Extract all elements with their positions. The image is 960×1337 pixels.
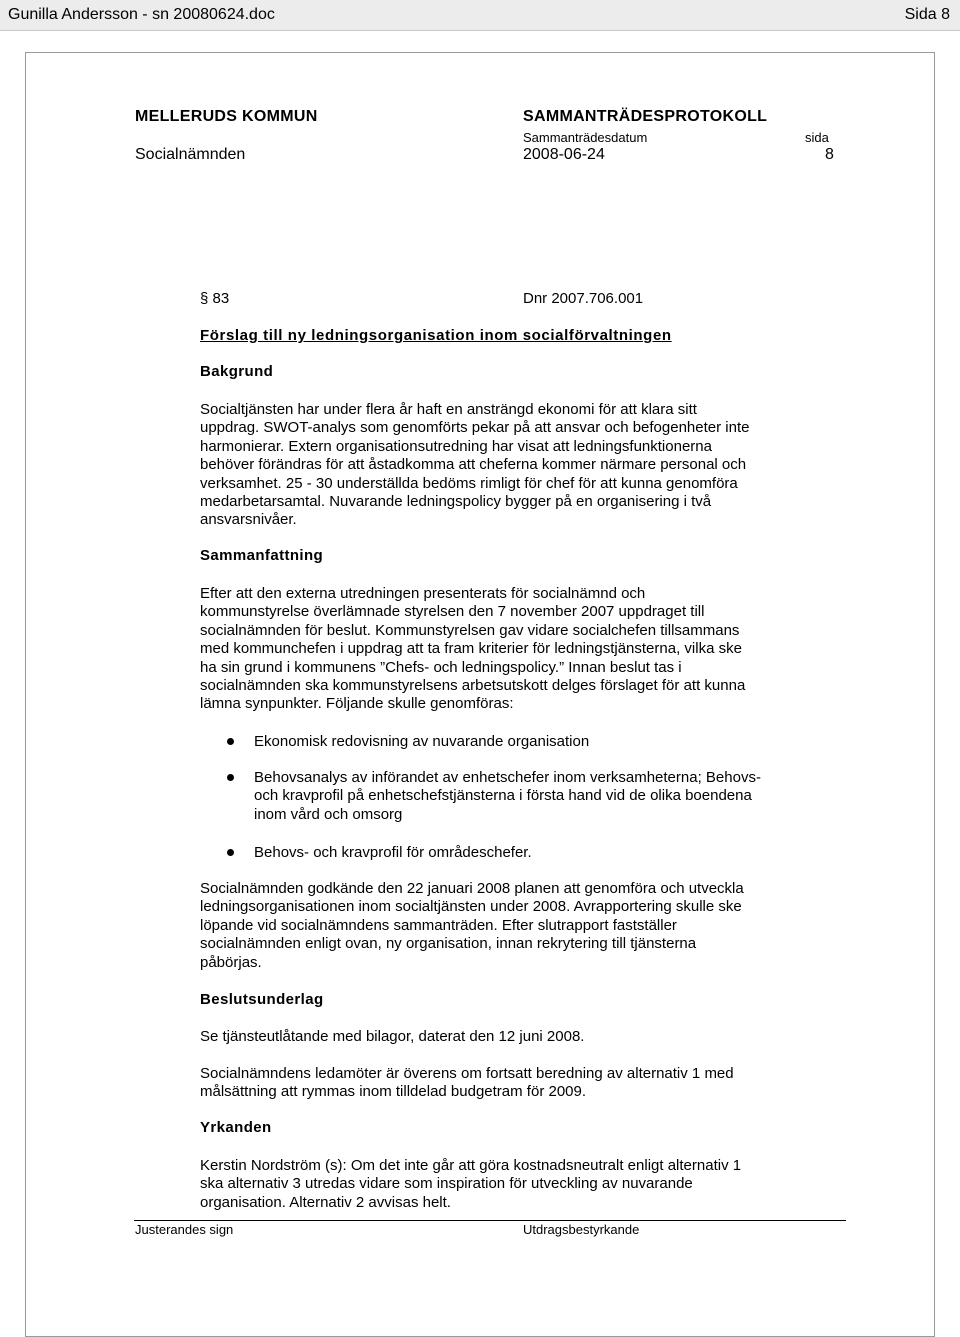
- text-line: socialnämnden ska kommunstyrelsens arbetsutskott delges förslaget för att kunna: [200, 677, 746, 695]
- text-line: Ekonomisk redovisning av nuvarande organisation: [254, 733, 590, 750]
- date-label: Sammanträdesdatum: [523, 130, 648, 145]
- text-line: uppdrag. SWOT-analys som genomförts pekar på att ansvar och befogenheter inte: [200, 419, 750, 437]
- text-line: med kommunchefen i uppdrag att ta fram kriterier för ledningstjänsterna, vilka ske: [200, 640, 742, 658]
- page-number: 8: [825, 146, 834, 163]
- committee-name: Socialnämnden: [135, 146, 246, 163]
- diary-number: Dnr 2007.706.001: [523, 290, 644, 307]
- paragraph-sammanfattning: [200, 585, 845, 714]
- page-label: sida: [805, 130, 829, 145]
- heading-sammanfattning: Sammanfattning: [200, 547, 324, 564]
- viewer-title-bar: [0, 0, 960, 31]
- text-line: ha sin grund i kommunens ”Chefs- och ledningspolicy.” Innan beslut tas i: [200, 658, 682, 676]
- text-line: Socialtjänsten har under flera år haft en ansträngd ekonomi för att klara sitt: [200, 401, 697, 418]
- text-line: harmonierar. Extern organisationsutredning har visat att ledningsfunktionerna: [200, 437, 712, 455]
- paragraph-agreement: [200, 1065, 845, 1102]
- meeting-date: 2008-06-24: [523, 146, 605, 163]
- bullet-icon: [227, 849, 234, 856]
- footer-divider: [134, 1220, 846, 1221]
- bullet-item: [254, 769, 854, 824]
- footer-utdragsbestyrkande: Utdragsbestyrkande: [523, 1222, 640, 1237]
- text-line: Behovsanalys av införandet av enhetschefer inom verksamheterna; Behovs-: [254, 769, 761, 786]
- heading-yrkanden: Yrkanden: [200, 1119, 272, 1136]
- text-line: Socialnämnden godkände den 22 januari 2008 planen att genomföra och utveckla: [200, 880, 744, 897]
- section-title: Förslag till ny ledningsorganisation inom socialförvaltningen: [200, 327, 672, 344]
- bullet-icon: [227, 738, 234, 745]
- text-line: löpande vid socialnämndens sammanträden. Efter slutrapport fastställer: [200, 916, 677, 934]
- text-line: ansvarsnivåer.: [200, 511, 297, 529]
- paragraph-bakgrund: [200, 401, 845, 530]
- text-line: Kerstin Nordström (s): Om det inte går att göra kostnadsneutralt enligt alternativ 1: [200, 1157, 742, 1174]
- bullet-item: [254, 844, 854, 862]
- text-line: Behovs- och kravprofil för områdeschefer.: [254, 844, 532, 861]
- text-line: medarbetarsamtal. Nuvarande ledningspolicy bygger på en organisering i två: [200, 493, 712, 511]
- text-line: socialnämnden enligt ovan, ny organisation, innan rekrytering till tjänsterna: [200, 935, 697, 953]
- heading-bakgrund: Bakgrund: [200, 363, 274, 380]
- text-line: Efter att den externa utredningen presenterats för socialnämnd och: [200, 585, 646, 602]
- bullet-item: [254, 733, 854, 751]
- doc-type: SAMMANTRÄDESPROTOKOLL: [523, 108, 768, 125]
- text-line: socialnämnden för beslut. Kommunstyrelsen gav vidare socialchefen tillsammans: [200, 621, 740, 639]
- text-line: behöver förändras för att åstadkomma att cheferna kommer närmare personal och: [200, 456, 747, 474]
- text-line: Socialnämndens ledamöter är överens om fortsatt beredning av alternativ 1 med: [200, 1065, 734, 1082]
- paragraph-reference: [200, 1028, 845, 1046]
- text-line: ledningsorganisationen inom socialtjänsten under 2008. Avrapportering skulle ske: [200, 898, 742, 916]
- heading-beslutsunderlag: Beslutsunderlag: [200, 991, 324, 1008]
- text-line: målsättning att rymmas inom tilldelad budgetram för 2009.: [200, 1083, 587, 1101]
- text-line: ska alternativ 3 utredas vidare som inspiration för utveckling av nuvarande: [200, 1175, 693, 1193]
- paragraph-yrkanden: [200, 1157, 845, 1212]
- text-line: kommunstyrelse överlämnade styrelsen den 7 november 2007 uppdraget till: [200, 603, 705, 621]
- text-line: verksamhet. 25 - 30 underställda bedöms rimligt för chef för att kunna genomföra: [200, 474, 738, 492]
- page-indicator: Sida 8: [904, 6, 950, 23]
- text-line: lämna synpunkter. Följande skulle genomföras:: [200, 695, 514, 713]
- text-line: Se tjänsteutlåtande med bilagor, daterat den 12 juni 2008.: [200, 1028, 585, 1045]
- text-line: och kravprofil på enhetschefstjänsterna i första hand vid de olika boendena: [254, 787, 752, 805]
- text-line: organisation. Alternativ 2 avvisas helt.: [200, 1193, 451, 1211]
- text-line: inom vård och omsorg: [254, 805, 403, 823]
- footer-justerandes-sign: Justerandes sign: [135, 1222, 234, 1237]
- text-line: påbörjas.: [200, 953, 262, 971]
- file-name: Gunilla Andersson - sn 20080624.doc: [8, 6, 275, 23]
- org-name: MELLERUDS KOMMUN: [135, 108, 318, 125]
- bullet-icon: [227, 774, 234, 781]
- paragraph-decision: [200, 880, 845, 972]
- section-number: § 83: [200, 290, 230, 307]
